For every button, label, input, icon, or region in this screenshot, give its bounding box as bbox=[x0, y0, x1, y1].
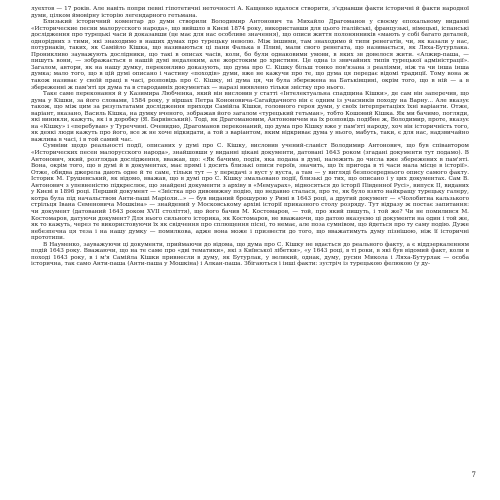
paragraph: луехтов — 17 років. Але навіть попри певні гіпотетичні неточності А. Кащенко вдалося створити, з'єднавши факти історичні й факти народної думи, цілком ймовірну історію легендарного гетьмана. bbox=[31, 6, 469, 19]
paragraph: Сумніви щодо реальності події, описаних у думі про С. Кішку, висловив учений-славіст Володимир Антонович, що був співавтором «Исторических песен малорусского народа», знайшовши у виданні цікаві документи, датовані 1643 роком (згадані документи тут подамо). В Антонович, який, розглядав дослідження, вважав, що: «Як бачимо, подія, яка подана в думі, належить до числа вже збережених в пам'яті. Вона, окрім того, що в думі й в документах, має прямі і досить близькі описи героїв, значить, що їх пригода в ті часи мала місце в історії». Отже, обидва джерела дають одне й те саме, тільки тут — у передачі з вуст у вуста, а там — у вигляді безпосереднього опису самого факту. Історик М. Грушевський, як відомо, вважав, що в думі про С. Кішку змальовано події, близькі до тих, що описано і у цих документах. Сам В. Антонович з упевненістю підкреслює, що знайдені документи з архіву в «Мемуарах», відносяться до історії Південної Русі», випуск ІІ, виданих у Києві в 1896 році. Перший документ — «Звістка про дивовижну подію, що недавно сталася, про те, як було взято найкращу турецьку галеру, котра була під начальством Анти-паші Маріоли...» — був виданий брошурою у Римі в 1643 році, а другий документ — «Чолобитна кальзького стрільця Івана Семеновича Мошкіна» — знайдений у Московському архіві історії приказного столу розряду. Тут відразу ж постає запитання: чи документ (датований 1643 роком XVII століття), що його бачив М. Костомаров, — той, про який пишуть, і той же? Чи не помилився М. Костомаров, датуючи документ? Для нього сильного історика, як Костомаров, не вважаючи, що датою вказуємо ці документи на один і той же, як то кажуть, через те використовуючи їх як свідчення про сплющення пісні, то немає, але поза сумнівом, що йдеться про ту саму подію. Дуже небезпечна ця теза і на нашу думку — помилкова, адже вона може і призвести до того, що вважатимуть думу пізнішою, ніж її історичні прототипи. bbox=[31, 143, 469, 242]
paragraph: Таке саме переконання й у Казимира Любченка, який він висловив у статті «Інтелектуальна спадщина Кішки», де сам він заперечив, що дума у Кішки, за його словами, 1584 року, у віршах Петра Кононовича-Сагайдачного він є одним із учасників походу на Варну... Але вказує також, що між цим за результатами дослідження приходи Самійла Кішки, головного героя думи, у своїх інтерпретаціях їхні варіанти. Отже, варіант, вказано, Василь Кішка, на думку вченого, зображав його загалом «турецький гетьман», тобто Кошовий Кішка. Як ми бачимо, погляди, які виникли, кажуть, як і в доробку (Я. Барвінський). Тоді, як Драгомановим, Антоновичем на їх розповідь подібне ж, Володимир, проте, вказує на «Кішку» і «перебував» у Туреччині. Очевидно, Драгоманов переконаний, що дума про Кішку вже у пам'яті народу, хоч він історичність того, як деякі люди кажуть про його, все ж не хоче відкидати, а той з варіантом, яким відкриває дума у нього, мабуть, таки, є для нас, надзвичайно важлива в часі, і в той самий час. bbox=[31, 91, 469, 143]
paragraph: В Науменко, зауважуючи ці документи, приймаючи до відома, що дума про С. Кішку не вдається до реального факту, а є віддзеркаленням подій 1643 року. Вважаючи, що на те саме про «дві тематики», які з Київської лібетки», «у 1643 році, в ті роки, в які був відомий факт, коли в поході 1643 року, в і м'я Самійла Кішки привнесли в думу, як Бутурлак, у великий, однак, думу, русин Микола і Ляха-Бутурлак — особа історична, так само Анти-паша (Анти-паша у Мошкіна) і Алкан-паша. Збігаються і інші факти: зустріч із турецькою фелюкою (у ду- bbox=[31, 241, 469, 268]
body-text bbox=[31, 6, 469, 268]
paragraph: Близький історичний коментар до думи створили Володимир Антонович та Михайло Драгоманов у своєму епохальному виданні «Исторические песни малорусского народа», що вийшло в Києві 1874 року, використавши для цього італійські, французькі, німецькі, іспанські дослідження про турецькі часи й доказавши (це має для нас особливе значення), що описи життя полонянників «мають у собі багато деталей, однорідних з тими, які знаходимо в наших думах про турецьку неволю. Між іншими, там знаходимо й типи ренегатів, чи, як казали у нас, потурнаків, таких, як Самійло Кішка, що називаються ці пани Фалька в Пливі, мали свого ренегата, що називається, як Ляха-Бутурлака. Проникливо зауважують дослідники, що такі в описах часів, коли, бо були однаковими умови, в яких зв довелося жити. «Алжир-паша, — пишуть вони, — зображається в нашій думі недалеким, але жорстоким до християн. Це одна із звичайних типів турецької адміністрації». Загалом, автори, як на нашу думку, переконливо доказують, що дума про С. Кішку більш тонко пов'язана з реаліями, ніж та чи інша інша думка; мало того, що в цій думі описано і частину «походів» думи, вже не кажучи про те, що дума ця передає відомі традиції. Тому вона ж також називає у своїй праці в часі, розповідь про С. Кішку, ні дума ця, чи була збережена на Батьківщині, окрім того, що в ній — а в збереженні ж пам'яті ця дума та в стародавніх документах — наразі виявлено тільки звістку про нього. bbox=[31, 19, 469, 91]
page-number: 7 bbox=[471, 471, 476, 479]
